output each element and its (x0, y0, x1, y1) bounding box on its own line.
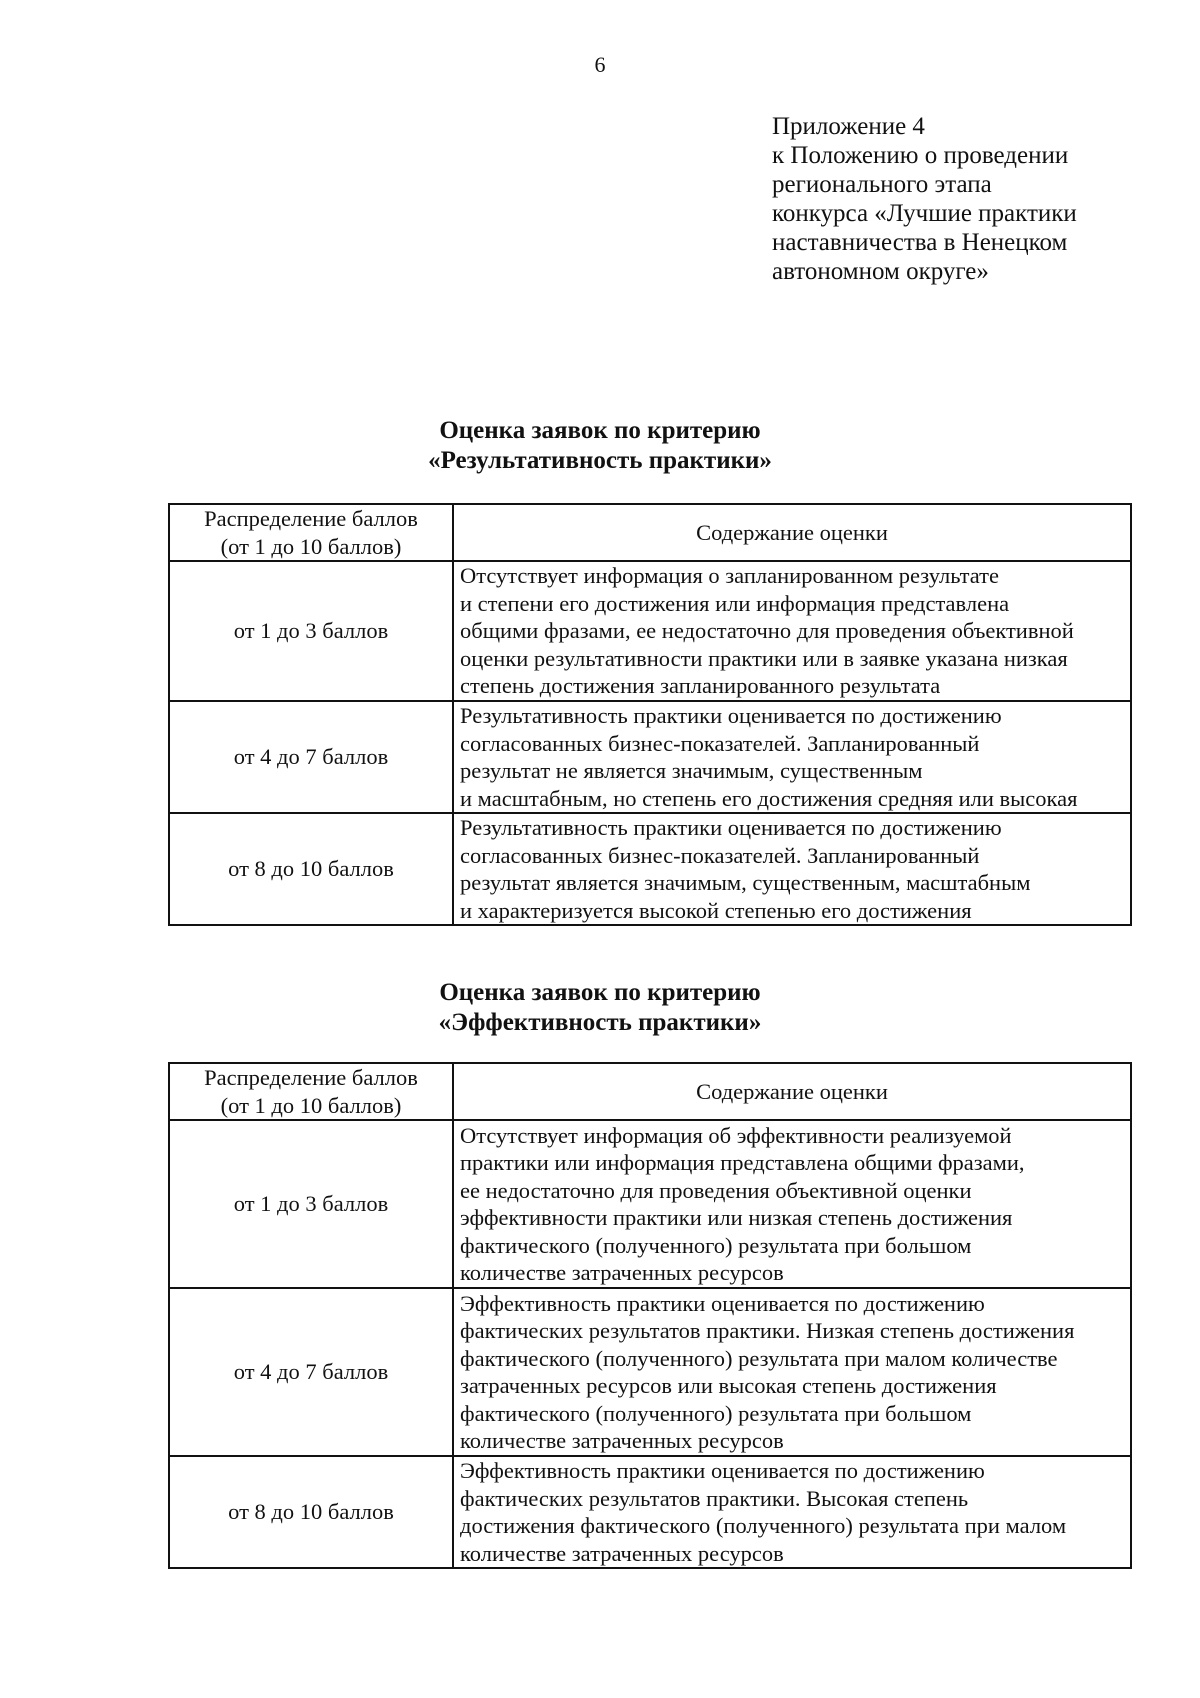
section-title-line: Оценка заявок по критерию (439, 979, 761, 1006)
header-score-line: Распределение баллов (204, 506, 418, 531)
content-line: фактического (полученного) результата при большом (460, 1232, 972, 1258)
content-line: согласованных бизнес-показателей. Запланированный (460, 730, 980, 756)
content-line: эффективности практики или низкая степень достижения (460, 1205, 1013, 1230)
appendix-line: автономном округе» (772, 258, 989, 285)
header-score-distribution (169, 1063, 453, 1120)
section-title-line: Оценка заявок по критерию (439, 417, 761, 444)
content-line: фактических результатов практики. Низкая степень достижения (460, 1318, 1075, 1343)
content-line: количестве затраченных ресурсов (460, 1540, 784, 1566)
content-line: и степени его достижения или информация представлена (460, 590, 1010, 616)
score-range: от 1 до 3 баллов (169, 561, 453, 701)
content-line: количестве затраченных ресурсов (460, 1260, 784, 1285)
appendix-line: конкурса «Лучшие практики (772, 200, 1077, 227)
score-range: от 1 до 3 баллов (169, 1120, 453, 1288)
table-header-row (169, 1063, 1131, 1120)
section-title-practice-efficiency (0, 978, 1200, 1038)
content-line: ее недостаточно для проведения объективной оценки (460, 1177, 972, 1203)
content-line: Результативность практики оценивается по достижению (460, 703, 1002, 728)
evaluation-content (453, 561, 1131, 701)
score-range: от 8 до 10 баллов (169, 813, 453, 925)
appendix-line: наставничества в Ненецком (772, 229, 1068, 256)
header-score-line: (от 1 до 10 баллов) (220, 1092, 402, 1118)
appendix-line: Приложение 4 (772, 113, 925, 140)
content-line: Эффективность практики оценивается по достижению (460, 1290, 985, 1316)
table-row (169, 1120, 1131, 1288)
content-line: Результативность практики оценивается по достижению (460, 815, 1002, 840)
score-range: от 4 до 7 баллов (169, 701, 453, 813)
content-line: согласованных бизнес-показателей. Запланированный (460, 842, 980, 868)
content-line: Эффективность практики оценивается по достижению (460, 1458, 985, 1483)
header-content: Содержание оценки (453, 504, 1131, 561)
content-line: Отсутствует информация об эффективности реализуемой (460, 1122, 1012, 1148)
criteria-table-results (168, 503, 1132, 926)
score-range: от 8 до 10 баллов (169, 1456, 453, 1568)
section-title-line: «Результативность практики» (428, 447, 772, 474)
header-score-distribution (169, 504, 453, 561)
header-score-line: (от 1 до 10 баллов) (220, 533, 402, 559)
section-title-effectiveness-of-results (0, 416, 1200, 476)
table-header-row (169, 504, 1131, 561)
score-range: от 4 до 7 баллов (169, 1288, 453, 1456)
content-line: результат является значимым, существенным, масштабным (460, 870, 1031, 895)
content-line: достижения фактического (полученного) результата при малом (460, 1513, 1067, 1538)
table-row (169, 1456, 1131, 1568)
content-line: практики или информация представлена общими фразами, (460, 1150, 1025, 1175)
appendix-line: регионального этапа (772, 171, 992, 198)
content-line: оценки результативности практики или в заявке указана низкая (460, 645, 1068, 671)
content-line: степень достижения запланированного результата (460, 673, 941, 699)
evaluation-content (453, 813, 1131, 925)
content-line: и масштабным, но степень его достижения средняя или высокая (460, 785, 1078, 811)
content-line: фактического (полученного) результата при большом (460, 1400, 972, 1426)
content-line: фактического (полученного) результата при малом количестве (460, 1345, 1058, 1371)
header-content: Содержание оценки (453, 1063, 1131, 1120)
table-row (169, 561, 1131, 701)
content-line: и характеризуется высокой степенью его достижения (460, 897, 972, 923)
table-row (169, 701, 1131, 813)
content-line: затраченных ресурсов или высокая степень достижения (460, 1373, 997, 1398)
appendix-line: к Положению о проведении (772, 142, 1069, 169)
content-line: общими фразами, ее недостаточно для проведения объективной (460, 618, 1074, 644)
criteria-table-efficiency (168, 1062, 1132, 1569)
content-line: фактических результатов практики. Высокая степень (460, 1485, 969, 1511)
section-title-line: «Эффективность практики» (438, 1009, 762, 1036)
evaluation-content (453, 1120, 1131, 1288)
evaluation-content (453, 1456, 1131, 1568)
page-number: 6 (594, 52, 606, 77)
evaluation-content (453, 1288, 1131, 1456)
evaluation-content (453, 701, 1131, 813)
content-line: Отсутствует информация о запланированном результате (460, 563, 999, 589)
table-row (169, 813, 1131, 925)
content-line: количестве затраченных ресурсов (460, 1428, 784, 1453)
appendix-reference (772, 112, 1172, 286)
content-line: результат не является значимым, существенным (460, 758, 923, 783)
header-score-line: Распределение баллов (204, 1065, 418, 1090)
table-row (169, 1288, 1131, 1456)
